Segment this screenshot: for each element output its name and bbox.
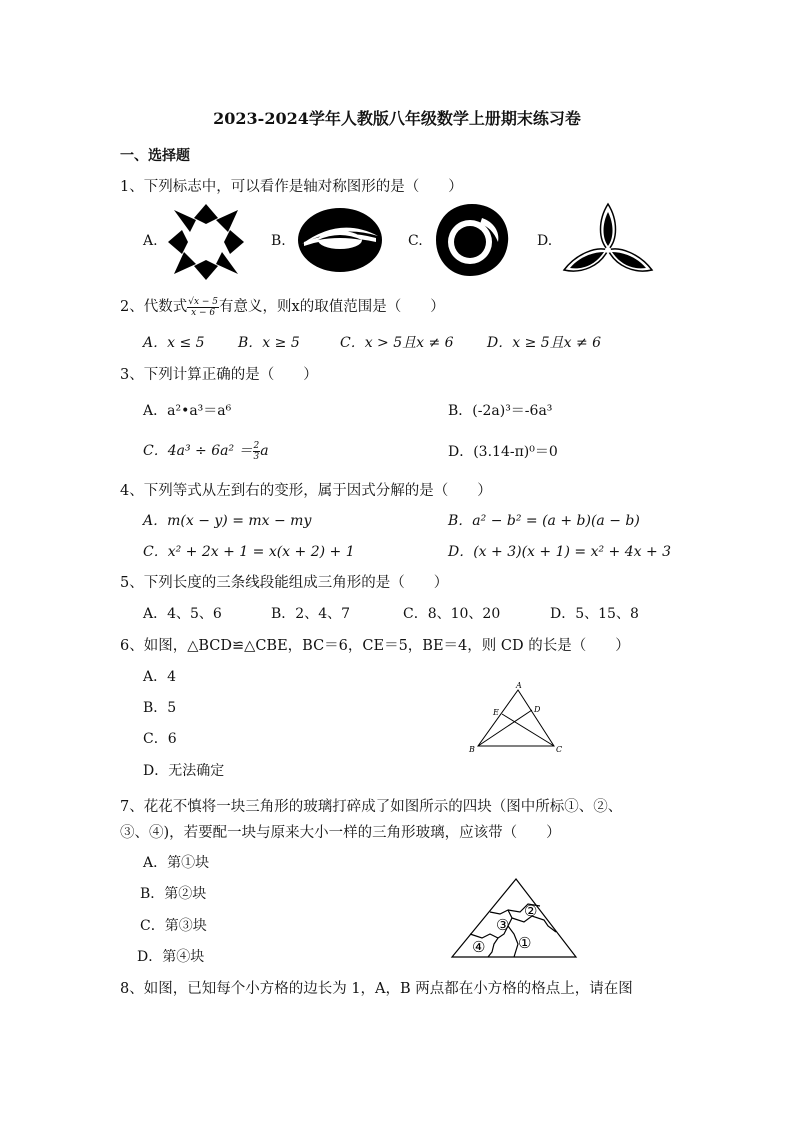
- q5-option-c: C．8、10、20: [403, 606, 501, 622]
- q2-stem-prefix: 2、代数式: [120, 299, 188, 315]
- figure-label-d: D: [534, 705, 541, 714]
- glass-piece-1-label: ①: [518, 934, 532, 952]
- q2-option-a: A．x ≤ 5: [143, 335, 205, 351]
- q4-option-a: A．m(x − y) = mx − my: [143, 513, 312, 529]
- glass-piece-2-label: ②: [524, 902, 538, 920]
- q1-option-d-label: D.: [537, 233, 553, 249]
- ring-swirl-logo-icon: [432, 202, 512, 278]
- question-7-stem-line-1: 7、花花不慎将一块三角形的玻璃打碎成了如图所示的四块（图中所标①、②、: [120, 799, 623, 815]
- q7-option-d: D．第④块: [137, 949, 205, 965]
- q6-option-b: B．5: [143, 700, 177, 716]
- q3-option-b: B．(-2a)³＝-6a³: [448, 403, 553, 419]
- q7-option-b: B．第②块: [140, 886, 207, 902]
- q3-option-a: A．a²•a³＝a⁶: [143, 403, 232, 419]
- q5-option-b: B．2、4、7: [271, 606, 351, 622]
- q6-option-a: A．4: [143, 669, 177, 685]
- section-heading: 一、选择题: [120, 148, 190, 164]
- q3-option-c-numerator: 2: [253, 440, 260, 451]
- q1-option-a-label: A.: [143, 233, 158, 249]
- q2-option-c: C．x > 5且x ≠ 6: [340, 335, 454, 351]
- q6-option-c: C．6: [143, 731, 177, 747]
- q4-option-b: B．a² − b² = (a + b)(a − b): [448, 513, 640, 529]
- broken-glass-triangle-figure: [448, 876, 580, 960]
- q3-option-c-prefix: C．4a³ ÷ 6a² ＝: [143, 443, 253, 459]
- q2-stem-suffix: 有意义，则x的取值范围是（ ）: [219, 299, 445, 315]
- glass-piece-4-label: ④: [472, 938, 486, 956]
- q3-option-c-suffix: a: [260, 443, 269, 459]
- q4-option-c: C．x² + 2x + 1 = x(x + 2) + 1: [143, 544, 355, 560]
- q2-fraction-denominator: x − 6: [191, 307, 216, 318]
- q2-fraction-numerator: √x − 5: [188, 296, 219, 307]
- q2-option-d: D．x ≥ 5且x ≠ 6: [487, 335, 602, 351]
- q3-option-c-denominator: 3: [253, 451, 260, 462]
- question-1-stem: 1、下列标志中，可以看作是轴对称图形的是（ ）: [120, 179, 463, 195]
- question-6-stem: 6、如图，△BCD≌△CBE，BC＝6，CE＝5，BE＝4，则 CD 的长是（ ）: [120, 638, 630, 654]
- triangle-figure-q6: [464, 682, 574, 754]
- q5-option-d: D．5、15、8: [550, 606, 639, 622]
- question-7-stem-line-2: ③、④)，若要配一块与原来大小一样的三角形玻璃，应该带（ ）: [120, 825, 561, 841]
- q6-option-d: D．无法确定: [143, 763, 225, 779]
- q1-option-b-label: B.: [271, 233, 286, 249]
- q1-option-c-label: C.: [408, 233, 423, 249]
- q2-option-b: B．x ≥ 5: [238, 335, 300, 351]
- q5-option-a: A．4、5、6: [143, 606, 222, 622]
- question-4-stem: 4、下列等式从左到右的变形，属于因式分解的是（ ）: [120, 483, 492, 499]
- q3-option-d: D．(3.14-π)⁰＝0: [448, 444, 558, 460]
- split-ellipse-logo-icon: [296, 206, 384, 274]
- glass-piece-3-label: ③: [496, 916, 510, 934]
- tri-petal-logo-icon: [560, 200, 656, 280]
- four-point-star-logo-icon: [166, 202, 246, 282]
- q2-fraction: [187, 297, 219, 318]
- q7-option-c: C．第③块: [140, 918, 207, 934]
- q7-option-a: A．第①块: [143, 855, 210, 871]
- q4-option-d: D．(x + 3)(x + 1) = x² + 4x + 3: [448, 544, 672, 560]
- question-3-stem: 3、下列计算正确的是（ ）: [120, 367, 318, 383]
- figure-label-b: B: [469, 745, 475, 754]
- figure-label-a: A: [516, 681, 522, 690]
- question-8-stem: 8、如图，已知每个小方格的边长为 1，A，B 两点都在小方格的格点上，请在图: [120, 981, 633, 997]
- q3-option-c: [143, 440, 269, 462]
- question-5-stem: 5、下列长度的三条线段能组成三角形的是（ ）: [120, 575, 449, 591]
- question-2-stem: [120, 295, 445, 318]
- page-title: 2023-2024学年人教版八年级数学上册期末练习卷: [213, 109, 581, 128]
- figure-label-c: C: [556, 745, 563, 754]
- figure-label-e: E: [493, 708, 499, 717]
